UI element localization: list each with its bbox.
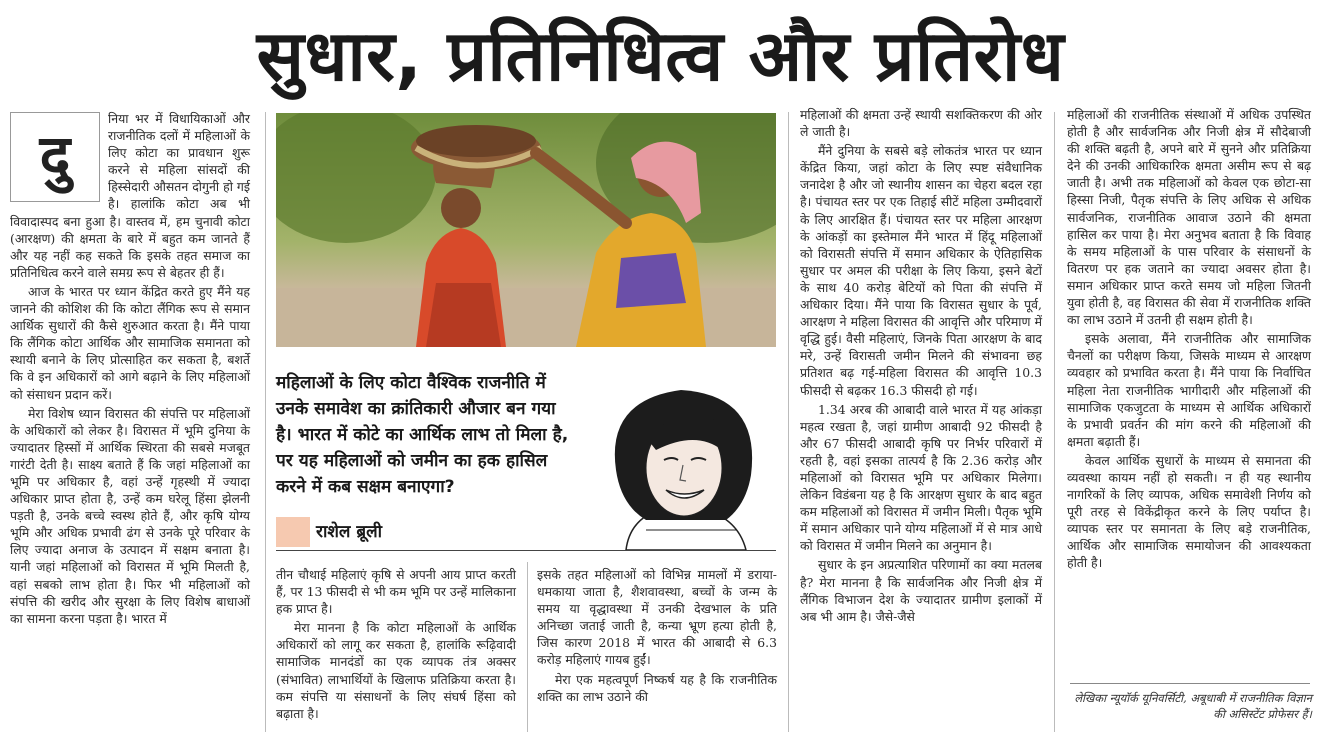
paragraph: महिलाओं की क्षमता उन्हें स्थायी सशक्तिकरण की ओर ले जाती है।	[800, 107, 1042, 140]
headline: सुधार, प्रतिनिधित्व और प्रतिरोध	[256, 15, 1065, 97]
paragraph: तीन चौथाई महिलाएं कृषि से अपनी आय प्राप्त करती हैं, पर 13 फीसदी से भी कम भूमि पर उन्हें मालिकाना हक प्राप्त है।	[276, 567, 516, 617]
author-sketch-image	[586, 380, 776, 550]
women-carrying-soil-photo	[276, 113, 776, 347]
byline-accent-bar	[276, 517, 310, 547]
column-divider	[527, 562, 528, 732]
article-column-5	[1067, 106, 1311, 574]
byline-rule	[276, 550, 776, 551]
byline	[276, 515, 586, 549]
author-name: राशेल ब्रूली	[316, 522, 382, 542]
paragraph: सुधार के इन अप्रत्याशित परिणामों का क्या मतलब है? मेरा मानना है कि सार्वजनिक और निजी क्षेत्र में लैंगिक विभाजन देश के ज्यादातर ग्रामीण इलाकों में अब भी आम है। जैसे-जैसे	[800, 557, 1042, 624]
author-note: लेखिका न्यूयॉर्क यूनिवर्सिटी, अबूधाबी में राजनीतिक विज्ञान की असिस्टेंट प्रोफेसर हैं।	[1074, 691, 1312, 721]
paragraph: केवल आर्थिक सुधारों के माध्यम से समानता की व्यवस्था कायम नहीं हो सकती। न ही यह स्थानीय नागरिकों के लिए व्यापक, अधिक समावेशी निर्णय को पूरी तरह से विकेंद्रीकृत करने के लिए पर्याप्त है। व्यापक स्तर पर समानता के लिए बड़े राजनीतिक, आर्थिक और सामाजिक समायोजन की आवश्यकता होती है।	[1067, 452, 1311, 571]
paragraph: 1.34 अरब की आबादी वाले भारत में यह आंकड़ा महत्व रखता है, जहां ग्रामीण आबादी 92 फीसदी है और 67 फीसदी आबादी कृषि पर निर्भर परिवारों में रहती है, वहां इसका तात्पर्य है कि 2.36 करोड़ और महिलाओं को विरासत भूमि पर अधिकार मिलेगा। लेकिन विडंबना यह है कि आरक्षण सुधार के बाद बहुत कम महिलाओं को विरासत में जमीन मिली। पैतृक भूमि में समान अधिकार पाने योग्य महिलाओं में से मात्र आधे को विरासत में जमीन मिलने का अनुमान है।	[800, 401, 1042, 554]
paragraph: निया भर में विधायिकाओं और राजनीतिक दलों में महिलाओं के लिए कोटा का प्रावधान शुरू करने से महिला सांसदों की हिस्सेदारी औसतन दोगुनी हो गई है। हालांकि कोटा अब भी विवादास्पद बना हुआ है। वास्तव में, हम चुनावी कोटा (आरक्षण) की क्षमता के बारे में बहुत कम जानते हैं और यह नहीं कह सकते कि इसके तहत समाज का प्रतिनिधित्व करने वाले समग्र रूप से बेहतर ही हैं।	[10, 111, 250, 280]
author-portrait	[586, 380, 776, 550]
paragraph: मैंने दुनिया के सबसे बड़े लोकतंत्र भारत पर ध्यान केंद्रित किया, जहां कोटा के लिए स्पष्ट संवैधानिक जनादेश है और जो स्थानीय शासन का चेहरा बदल रहा है। पंचायत स्तर पर एक तिहाई सीटें महिला उम्मीदवारों के लिए आरक्षित हैं। पंचायत स्तर पर महिला आरक्षण के आंकड़ों का इस्तेमाल मैंने भारत में हिंदू महिलाओं को विरासती संपत्ति में समान अधिकार के ऐतिहासिक सुधार पर अमल की परीक्षा के लिए किया, इसने बेटों के साथ 40 करोड़ बेटियों को पिता की संपत्ति में अधिकार दिया। मैंने पाया कि विरासत सुधार के पूर्व, आरक्षण ने महिला विरासत की आवृत्ति और परिमाण में वृद्धि हुई। वैसी महिलाएं, जिनके पिता आरक्षण के बाद मरे, उन्हें विरासती जमीन मिलने की संभावना छह प्रतिशत बढ़ गई-महिला विरासत की आवृत्ति 10.3 फीसदी से बढ़कर 16.3 फीसदी हो गई।	[800, 143, 1042, 398]
article-column-3	[537, 566, 777, 707]
paragraph: मेरा एक महत्वपूर्ण निष्कर्ष यह है कि राजनीतिक शक्ति का लाभ उठाने की	[537, 671, 777, 704]
column-divider	[1054, 112, 1055, 732]
paragraph: इसके तहत महिलाओं को विभिन्न मामलों में डराया-धमकाया जाता है, शैशवावस्था, बच्चों के जन्म के समय या वृद्धावस्था में उनकी देखभाल के प्रति अनिच्छा जताई जाती है, कन्या भ्रूण हत्या होती है, जिस कारण 2018 में भारत की आबादी से 6.3 करोड़ महिलाएं गायब हुईं।	[537, 567, 777, 668]
article-column-2	[276, 566, 516, 724]
column-divider	[788, 112, 789, 732]
paragraph: मेरा मानना है कि कोटा महिलाओं के आर्थिक अधिकारों को लागू कर सकता है, हालांकि रूढ़िवादी सामाजिक मानदंडों का एक व्यापक तंत्र अक्सर (संभावित) लाभार्थियों के खिलाफ प्रतिक्रिया करता है। कम संपत्ति या संसाधनों के लिए संघर्ष हिंसा को बढ़ाता है।	[276, 620, 516, 721]
article-photo	[276, 113, 776, 347]
paragraph: महिलाओं की राजनीतिक संस्थाओं में अधिक उपस्थित होती है और सार्वजनिक और निजी क्षेत्र में सौदेबाजी की शक्ति बढ़ती है, अपने बारे में सुनने और प्रतिक्रिया देने की उनकी आधिकारिक क्षमता असीम रूप से बढ़ जाती है। अभी तक महिलाओं को केवल एक छोटा-सा हिस्सा निजी, पैतृक संपत्ति के लिए अधिक से अधिक सार्वजनिक, राजनीतिक आवाज उठाने की क्षमता हासिल कर पाया है। मेरा अनुभव बताता है कि विवाह के समय महिलाओं के पास परिवार के संसाधनों के वितरण पर हक जताने का ज्यादा अवसर होता है। समान अधिकार प्राप्त करते समय जो महिला जितनी युवा होती है, वह विरासत की सेवा में राजनीतिक शक्ति का लाभ उठाने में उतनी ही सक्षम होती है।	[1067, 107, 1311, 328]
paragraph: आज के भारत पर ध्यान केंद्रित करते हुए मैंने यह जानने की कोशिश की कि कोटा लैंगिक रूप से समान आर्थिक सुधारों की कैसे शुरुआत करता है। मैंने पाया कि लैंगिक कोटा आर्थिक और सामाजिक समानता को स्थायी बनाने के लिए प्रोत्साहित कर सकता है, बशर्ते कि वे इन अधिकारों को आगे बढ़ाने के लिए महिलाओं को संसाधन प्रदान करें।	[10, 283, 250, 402]
paragraph: मेरा विशेष ध्यान विरासत की संपत्ति पर महिलाओं के अधिकारों को लेकर है। विरासत में भूमि दुनिया के ज्यादातर हिस्सों में आर्थिक स्थिरता की सबसे मजबूत गारंटी देती है। साक्ष्य बताते हैं कि जहां महिलाओं का भूमि पर अधिकार है, वहां उन्हें गृहस्थी में ज्यादा अधिकार प्राप्त होता है, उन्हें कम घरेलू हिंसा झेलनी पड़ती है, उनके बच्चे स्वस्थ होते हैं, और कृषि योग्य भूमि और अधिक प्रभावी ढंग से उनके पूरे परिवार के लिए ज्यादा अनाज के उत्पादन में सक्षम बनाता है। यानी जहां महिलाओं को विरासत में भूमि मिलती है, वहां सबको लाभ होता है। फिर भी महिलाओं को संपत्ति की खरीद और सुरक्षा के लिए विशेष बाधाओं का सामना करना पड़ता है। भारत में	[10, 405, 250, 626]
pull-quote: महिलाओं के लिए कोटा वैश्विक राजनीति में उनके समावेश का क्रांतिकारी औजार बन गया है। भारत में कोटे का आर्थिक लाभ तो मिला है, पर यह महिलाओं को जमीन का हक हासिल करने में कब सक्षम बनाएगा?	[276, 373, 569, 497]
author-note-rule	[1070, 683, 1310, 684]
column-divider	[265, 112, 266, 732]
article-column-4	[800, 106, 1042, 627]
dropcap: दु	[10, 112, 100, 202]
article-column-1	[10, 110, 250, 629]
paragraph: इसके अलावा, मैंने राजनीतिक और सामाजिक चैनलों का परीक्षण किया, जिसके माध्यम से आरक्षण व्यवहार को प्रभावित करता है। मैंने पाया कि निर्वाचित महिला नेता राजनीतिक भागीदारी और महिलाओं की सामाजिक एकजुटता के माध्यम से आर्थिक अधिकारों के प्रभावी प्रवर्तन की मांग करने की महिलाओं की क्षमता बढ़ाती हैं।	[1067, 331, 1311, 449]
